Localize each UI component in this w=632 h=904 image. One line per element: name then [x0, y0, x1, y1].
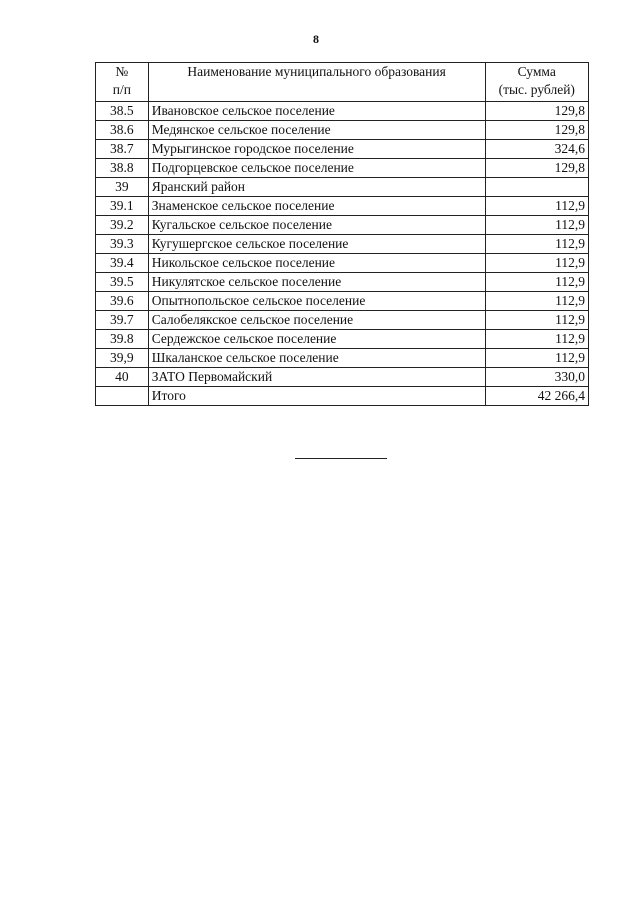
row-sum: 129,8: [485, 159, 588, 178]
row-sum: 112,9: [485, 292, 588, 311]
row-name: Никольское сельское поселение: [148, 254, 485, 273]
row-number: 38.5: [96, 102, 149, 121]
table-header-row: [96, 63, 589, 102]
header-number-line1: №: [115, 64, 129, 79]
header-sum-line2: (тыс. рублей): [498, 82, 575, 97]
header-sum-line1: Сумма: [517, 64, 556, 79]
table-row: [96, 368, 589, 387]
row-sum: 129,8: [485, 121, 588, 140]
table-row: [96, 273, 589, 292]
row-number: 38.8: [96, 159, 149, 178]
header-number: [96, 63, 149, 102]
table-row: [96, 349, 589, 368]
page-number: 8: [313, 32, 319, 46]
table-row: [96, 235, 589, 254]
table-row: [96, 197, 589, 216]
row-name: Кугушергское сельское поселение: [148, 235, 485, 254]
header-number-line2: п/п: [112, 82, 131, 97]
row-number: 39.8: [96, 330, 149, 349]
row-name: Мурыгинское городское поселение: [148, 140, 485, 159]
row-sum: 112,9: [485, 235, 588, 254]
table-row: [96, 311, 589, 330]
row-number: 38.7: [96, 140, 149, 159]
header-name: Наименование муниципального образования: [148, 63, 485, 102]
row-number: 39.3: [96, 235, 149, 254]
table-row: [96, 121, 589, 140]
row-sum: 330,0: [485, 368, 588, 387]
row-number: 39.2: [96, 216, 149, 235]
row-number: 39.1: [96, 197, 149, 216]
row-name: Подгорцевское сельское поселение: [148, 159, 485, 178]
row-sum: 112,9: [485, 330, 588, 349]
table-row: [96, 178, 589, 197]
row-number: 39.5: [96, 273, 149, 292]
row-name: ЗАТО Первомайский: [148, 368, 485, 387]
table-row: [96, 254, 589, 273]
row-number: [96, 387, 149, 406]
allocation-table: [95, 62, 589, 406]
row-sum: 42 266,4: [485, 387, 588, 406]
row-sum: 112,9: [485, 349, 588, 368]
row-sum: [485, 178, 588, 197]
row-number: 39,9: [96, 349, 149, 368]
row-name: Итого: [148, 387, 485, 406]
row-name: Салобелякское сельское поселение: [148, 311, 485, 330]
row-number: 39: [96, 178, 149, 197]
row-name: Яранский район: [148, 178, 485, 197]
row-name: Сердежское сельское поселение: [148, 330, 485, 349]
row-name: Никулятское сельское поселение: [148, 273, 485, 292]
table-row: [96, 159, 589, 178]
row-name: Кугальское сельское поселение: [148, 216, 485, 235]
row-number: 39.7: [96, 311, 149, 330]
table-row: [96, 140, 589, 159]
divider-line: [295, 458, 387, 459]
row-sum: 112,9: [485, 311, 588, 330]
table-row: [96, 102, 589, 121]
row-name: Медянское сельское поселение: [148, 121, 485, 140]
row-name: Ивановское сельское поселение: [148, 102, 485, 121]
row-name: Шкаланское сельское поселение: [148, 349, 485, 368]
row-sum: 112,9: [485, 216, 588, 235]
row-number: 38.6: [96, 121, 149, 140]
table-row: [96, 216, 589, 235]
table-row: [96, 292, 589, 311]
row-number: 39.4: [96, 254, 149, 273]
row-sum: 324,6: [485, 140, 588, 159]
table-body: [96, 102, 589, 406]
row-number: 40: [96, 368, 149, 387]
row-name: Опытнопольское сельское поселение: [148, 292, 485, 311]
row-sum: 112,9: [485, 197, 588, 216]
row-sum: 112,9: [485, 273, 588, 292]
header-sum: [485, 63, 588, 102]
row-name: Знаменское сельское поселение: [148, 197, 485, 216]
row-sum: 129,8: [485, 102, 588, 121]
row-number: 39.6: [96, 292, 149, 311]
row-sum: 112,9: [485, 254, 588, 273]
table-row: [96, 330, 589, 349]
table-row: [96, 387, 589, 406]
